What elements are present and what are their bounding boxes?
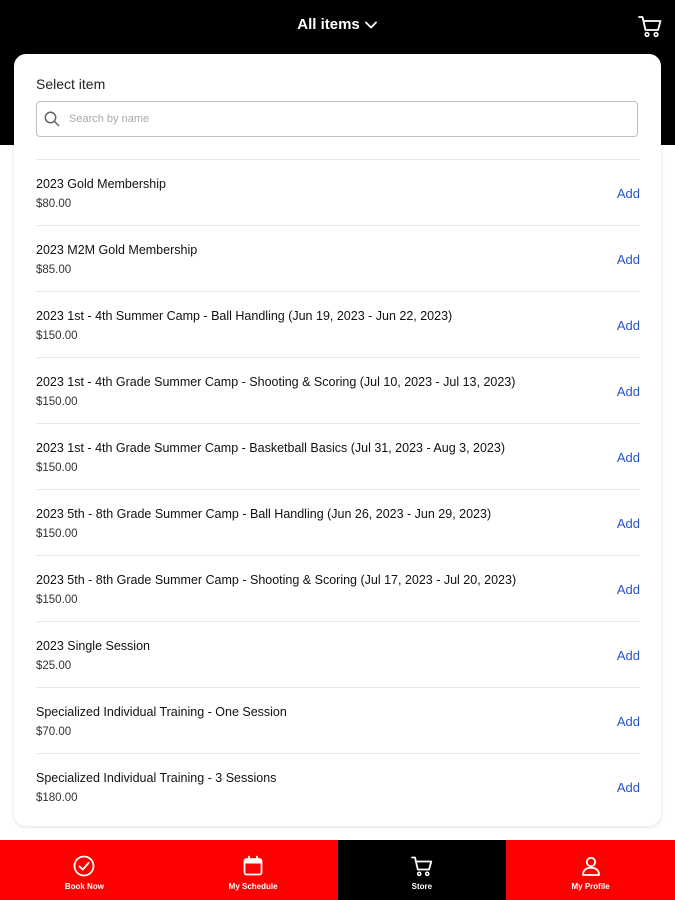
- item-price: $180.00: [36, 792, 78, 804]
- user-icon: [579, 854, 603, 878]
- list-item: [36, 754, 640, 820]
- item-price: $150.00: [36, 594, 78, 606]
- list-item: [36, 226, 640, 292]
- chevron-down-icon: [364, 18, 378, 32]
- item-name: Specialized Individual Training - One Session: [36, 705, 287, 719]
- item-name: 2023 1st - 4th Summer Camp - Ball Handling (Jun 19, 2023 - Jun 22, 2023): [36, 309, 453, 323]
- add-button[interactable]: Add: [616, 186, 640, 201]
- add-button[interactable]: Add: [616, 714, 640, 729]
- item-price: $85.00: [36, 264, 72, 276]
- item-name: 2023 1st - 4th Grade Summer Camp - Basketball Basics (Jul 31, 2023 - Aug 3, 2023): [36, 441, 505, 455]
- item-price: $150.00: [36, 330, 78, 342]
- item-name: 2023 5th - 8th Grade Summer Camp - Ball Handling (Jun 26, 2023 - Jun 29, 2023): [36, 507, 492, 521]
- select-item-panel: [14, 54, 661, 826]
- calendar-icon: [241, 854, 265, 878]
- item-list: [36, 159, 640, 820]
- panel-label: Select item: [36, 76, 106, 92]
- item-name: Specialized Individual Training - 3 Sessions: [36, 771, 277, 785]
- item-name: 2023 Single Session: [36, 639, 150, 653]
- add-button[interactable]: Add: [616, 384, 640, 399]
- list-item: [36, 424, 640, 490]
- nav-tab-my-schedule[interactable]: [169, 840, 338, 900]
- item-name: 2023 M2M Gold Membership: [36, 243, 198, 257]
- nav-tab-book-now[interactable]: [0, 840, 169, 900]
- item-price: $150.00: [36, 396, 78, 408]
- nav-label: My Schedule: [228, 881, 278, 891]
- item-price: $150.00: [36, 462, 78, 474]
- list-item: [36, 490, 640, 556]
- search-input[interactable]: [67, 112, 637, 126]
- list-item: [36, 358, 640, 424]
- bottom-nav: [0, 840, 675, 900]
- item-name: 2023 5th - 8th Grade Summer Camp - Shooting & Scoring (Jul 17, 2023 - Jul 20, 2023): [36, 573, 517, 587]
- list-item: [36, 160, 640, 226]
- page-title: All items: [297, 16, 360, 33]
- item-price: $25.00: [36, 660, 72, 672]
- list-item: [36, 556, 640, 622]
- nav-label: My Profile: [571, 881, 610, 891]
- nav-tab-store[interactable]: [338, 840, 507, 900]
- item-name: 2023 Gold Membership: [36, 177, 166, 191]
- list-item: [36, 688, 640, 754]
- nav-tab-my-profile[interactable]: [506, 840, 675, 900]
- search-box[interactable]: [36, 101, 638, 137]
- add-button[interactable]: Add: [616, 252, 640, 267]
- add-button[interactable]: Add: [616, 450, 640, 465]
- add-button[interactable]: Add: [616, 648, 640, 663]
- category-dropdown[interactable]: [0, 16, 675, 33]
- add-button[interactable]: Add: [616, 780, 640, 795]
- cart-icon[interactable]: [637, 13, 663, 39]
- add-button[interactable]: Add: [616, 516, 640, 531]
- item-price: $80.00: [36, 198, 72, 210]
- search-icon: [43, 110, 61, 128]
- item-price: $150.00: [36, 528, 78, 540]
- list-item: [36, 292, 640, 358]
- check-circle-icon: [72, 854, 96, 878]
- add-button[interactable]: Add: [616, 318, 640, 333]
- list-item: [36, 622, 640, 688]
- add-button[interactable]: Add: [616, 582, 640, 597]
- nav-label: Store: [411, 881, 433, 891]
- item-name: 2023 1st - 4th Grade Summer Camp - Shooting & Scoring (Jul 10, 2023 - Jul 13, 2023): [36, 375, 516, 389]
- nav-label: Book Now: [64, 881, 104, 891]
- cart-icon: [410, 854, 434, 878]
- item-price: $70.00: [36, 726, 72, 738]
